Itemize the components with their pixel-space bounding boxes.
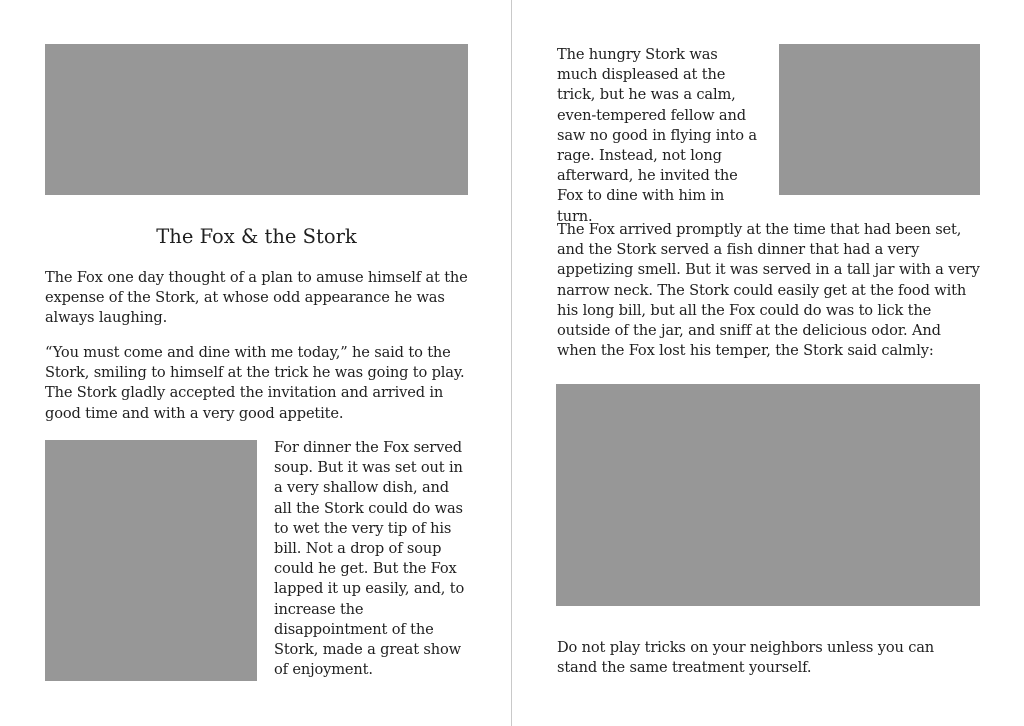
right-paragraph-1: The hungry Stork was much displeased at the trick, but he was a calm, even-tempered fellow and saw no good in flying into a rage. Instead, not long afterward, he invited the Fox to dine with him in turn.	[557, 46, 757, 225]
image-placeholder-top-left	[45, 44, 468, 195]
page-gutter	[511, 0, 512, 726]
right-paragraph-2: The Fox arrived promptly at the time that had been set, and the Stork served a fish dinner that had a very appetizing smell. But it was served in a tall jar with a very narrow neck. The Stork could easily get at the food with his long bill, but all the Fox could do was to lick the outside of the jar, and sniff at the delicious odor. And when the Fox lost his temper, the Stork said calmly:	[557, 221, 980, 360]
story-title: The Fox & the Stork	[156, 225, 357, 248]
left-paragraph-1: The Fox one day thought of a plan to amuse himself at the expense of the Stork, at whose odd appearance he was always laughing.	[45, 269, 468, 327]
image-placeholder-left-middle	[45, 440, 257, 681]
image-placeholder-right-bottom	[556, 384, 980, 606]
left-paragraph-2: “You must come and dine with me today,” he said to the Stork, smiling to himself at the trick he was going to play. The Stork gladly accepted the invitation and arrived in good time and with a very good appetite.	[45, 344, 465, 422]
image-placeholder-top-right	[779, 44, 980, 195]
story-moral: Do not play tricks on your neighbors unless you can stand the same treatment yourself.	[557, 639, 935, 677]
left-paragraph-3: For dinner the Fox served soup. But it was set out in a very shallow dish, and all the Stork could do was to wet the very tip of his bill. Not a drop of soup could he get. But the Fox lapped it up easily, and, to increase the disappointment of the Stork, made a great show of enjoyment.	[274, 439, 465, 679]
